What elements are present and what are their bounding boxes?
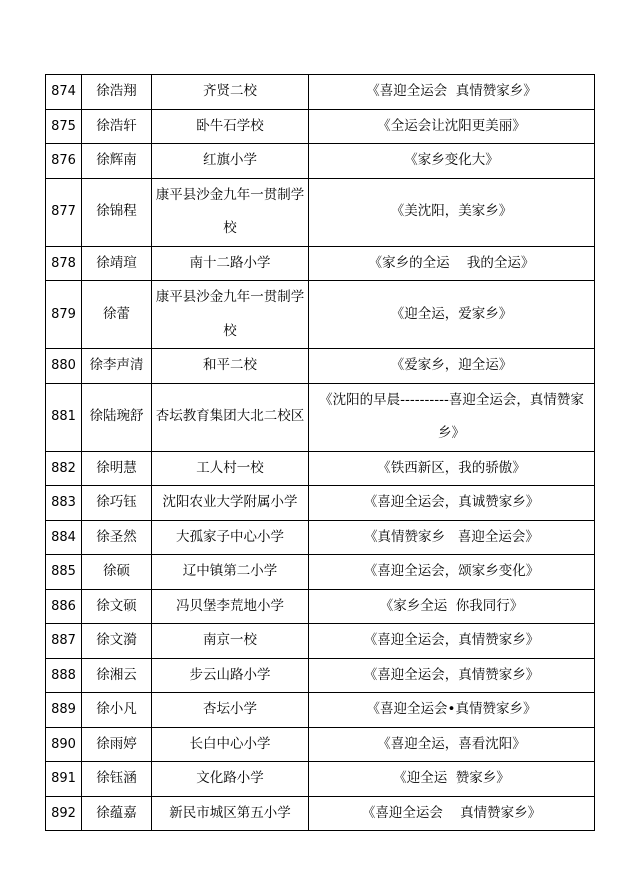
row-number: 882 xyxy=(46,451,82,486)
work-title: 《家乡变化大》 xyxy=(309,144,595,179)
table-row xyxy=(46,796,595,831)
table-row xyxy=(46,486,595,521)
row-number: 889 xyxy=(46,693,82,728)
table-row xyxy=(46,109,595,144)
student-name: 徐李声清 xyxy=(82,349,152,384)
table-row xyxy=(46,520,595,555)
student-name: 徐陆琬舒 xyxy=(82,383,152,451)
work-title: 《爱家乡，迎全运》 xyxy=(309,349,595,384)
school-name: 南京一校 xyxy=(152,624,309,659)
row-number: 878 xyxy=(46,246,82,281)
student-name: 徐浩翔 xyxy=(82,75,152,110)
student-name: 徐硕 xyxy=(82,555,152,590)
student-name: 徐蕴嘉 xyxy=(82,796,152,831)
row-number: 886 xyxy=(46,589,82,624)
row-number: 880 xyxy=(46,349,82,384)
work-title: 《家乡全运 你我同行》 xyxy=(309,589,595,624)
school-name: 康平县沙金九年一贯制学校 xyxy=(152,178,309,246)
table-row xyxy=(46,589,595,624)
student-name: 徐巧钰 xyxy=(82,486,152,521)
student-name: 徐文漪 xyxy=(82,624,152,659)
table-row xyxy=(46,144,595,179)
table-row xyxy=(46,75,595,110)
school-name: 长白中心小学 xyxy=(152,727,309,762)
table-row xyxy=(46,624,595,659)
row-number: 883 xyxy=(46,486,82,521)
school-name: 红旗小学 xyxy=(152,144,309,179)
work-title: 《真情赞家乡 喜迎全运会》 xyxy=(309,520,595,555)
row-number: 876 xyxy=(46,144,82,179)
table-row xyxy=(46,178,595,246)
student-name: 徐小凡 xyxy=(82,693,152,728)
row-number: 881 xyxy=(46,383,82,451)
row-number: 885 xyxy=(46,555,82,590)
work-title: 《美沈阳，美家乡》 xyxy=(309,178,595,246)
work-title: 《喜迎全运会，颂家乡变化》 xyxy=(309,555,595,590)
school-name: 沈阳农业大学附属小学 xyxy=(152,486,309,521)
row-number: 892 xyxy=(46,796,82,831)
school-name: 新民市城区第五小学 xyxy=(152,796,309,831)
school-name: 南十二路小学 xyxy=(152,246,309,281)
table-row xyxy=(46,383,595,451)
student-name: 徐钰涵 xyxy=(82,762,152,797)
row-number: 874 xyxy=(46,75,82,110)
work-title: 《家乡的全运 我的全运》 xyxy=(309,246,595,281)
table-row xyxy=(46,555,595,590)
work-title: 《喜迎全运会，真情赞家乡》 xyxy=(309,624,595,659)
school-name: 文化路小学 xyxy=(152,762,309,797)
school-name: 杏坛教育集团大北二校区 xyxy=(152,383,309,451)
student-name: 徐圣然 xyxy=(82,520,152,555)
work-title: 《喜迎全运，喜看沈阳》 xyxy=(309,727,595,762)
row-number: 890 xyxy=(46,727,82,762)
work-title: 《沈阳的早晨----------喜迎全运会，真情赞家乡》 xyxy=(309,383,595,451)
school-name: 和平二校 xyxy=(152,349,309,384)
work-title: 《喜迎全运会，真诚赞家乡》 xyxy=(309,486,595,521)
student-name: 徐文硕 xyxy=(82,589,152,624)
row-number: 887 xyxy=(46,624,82,659)
table-row xyxy=(46,451,595,486)
work-title: 《喜迎全运会 真情赞家乡》 xyxy=(309,75,595,110)
work-title: 《铁西新区，我的骄傲》 xyxy=(309,451,595,486)
school-name: 大孤家子中心小学 xyxy=(152,520,309,555)
table-row xyxy=(46,658,595,693)
table-row xyxy=(46,762,595,797)
school-name: 卧牛石学校 xyxy=(152,109,309,144)
student-name: 徐雨婷 xyxy=(82,727,152,762)
row-number: 877 xyxy=(46,178,82,246)
student-name: 徐浩轩 xyxy=(82,109,152,144)
row-number: 891 xyxy=(46,762,82,797)
student-name: 徐锦程 xyxy=(82,178,152,246)
student-name: 徐蕾 xyxy=(82,281,152,349)
school-name: 步云山路小学 xyxy=(152,658,309,693)
work-title: 《全运会让沈阳更美丽》 xyxy=(309,109,595,144)
school-name: 齐贤二校 xyxy=(152,75,309,110)
row-number: 884 xyxy=(46,520,82,555)
school-name: 工人村一校 xyxy=(152,451,309,486)
table-row xyxy=(46,281,595,349)
student-name: 徐靖瑄 xyxy=(82,246,152,281)
student-name: 徐明慧 xyxy=(82,451,152,486)
student-name: 徐辉南 xyxy=(82,144,152,179)
roster-table xyxy=(45,74,595,831)
school-name: 辽中镇第二小学 xyxy=(152,555,309,590)
roster-body xyxy=(46,75,595,831)
table-row xyxy=(46,246,595,281)
school-name: 康平县沙金九年一贯制学校 xyxy=(152,281,309,349)
work-title: 《喜迎全运会 真情赞家乡》 xyxy=(309,796,595,831)
work-title: 《喜迎全运会•真情赞家乡》 xyxy=(309,693,595,728)
table-row xyxy=(46,693,595,728)
school-name: 杏坛小学 xyxy=(152,693,309,728)
row-number: 875 xyxy=(46,109,82,144)
work-title: 《迎全运，爱家乡》 xyxy=(309,281,595,349)
school-name: 冯贝堡李荒地小学 xyxy=(152,589,309,624)
table-row xyxy=(46,727,595,762)
student-name: 徐湘云 xyxy=(82,658,152,693)
row-number: 879 xyxy=(46,281,82,349)
row-number: 888 xyxy=(46,658,82,693)
work-title: 《喜迎全运会，真情赞家乡》 xyxy=(309,658,595,693)
work-title: 《迎全运 赞家乡》 xyxy=(309,762,595,797)
table-row xyxy=(46,349,595,384)
